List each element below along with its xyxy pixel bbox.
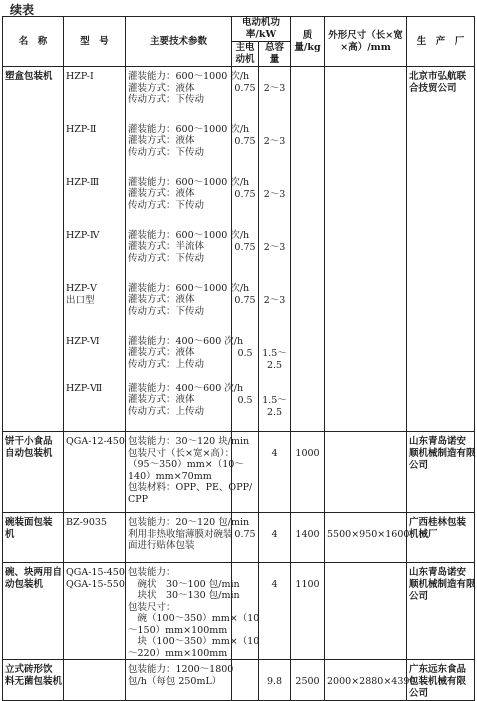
table-caption: 续表 [10,3,35,17]
table-header [3,17,475,67]
tech-params-line: 块状 30～130 包/min [128,590,240,601]
mass: 2500 [291,660,325,701]
tech-params [126,563,260,660]
mass [291,226,325,279]
model-number [64,226,126,279]
dimensions [325,173,407,226]
header-name: 名 称 [3,17,64,67]
product-name-line: 动包装机 [5,579,44,590]
tech-params [126,432,253,513]
tech-params-line: 灌装方式：液体 [128,188,195,199]
manufacturer-line: 包装机械有限 [409,676,467,687]
tech-params-line: 传动方式：上传动 [128,358,205,370]
power-total-line: 4 [271,529,278,540]
product-name [3,563,64,660]
manufacturer-line: 公司 [409,591,429,602]
product-name [3,513,64,563]
manufacturer-line: 广西桂林包装 [409,517,467,528]
dimensions [325,67,407,120]
manufacturer-line: 山东青岛诺安 [409,567,467,578]
power-main [232,660,259,701]
power-total-line: 2～3 [263,83,286,94]
power-total-line: 1.5～ [262,347,287,359]
model-number-line: 出口型 [66,294,95,306]
model-number [64,379,126,432]
mass [291,120,325,173]
tech-params-line: 灌装方式：液体 [128,82,195,94]
mass [291,379,325,432]
manufacturer [407,660,475,701]
mass: 1000 [291,432,325,513]
header-maker: 生 产 厂 [407,17,475,67]
power-main: 0.75 [232,513,259,563]
dimensions [325,226,407,279]
dimensions [325,379,407,432]
tech-params-line: 灌装能力：600～1000 次/h [128,123,250,135]
tech-params-line: 灌装方式：液体 [128,394,195,405]
tech-params-line: 包装尺寸（长×宽×高）： [128,447,235,459]
tech-params-line: 包装能力：20～120 包/min [128,517,250,528]
mass [291,173,325,226]
model-number-line: HZP-Ⅵ [66,335,100,347]
tech-params-line: （95～350）mm×（10～ [128,459,244,470]
manufacturer [407,432,475,513]
table-row [3,120,475,173]
power-main: 0.75 [232,173,259,226]
manufacturer [407,513,475,563]
dimensions [325,432,407,513]
dimensions [325,120,407,173]
dimensions [325,332,407,379]
power-total-line: 1.5～ [262,394,287,406]
model-number-line: BZ-9035 [66,517,107,528]
manufacturer-line: 顺机械制造有限 [409,579,476,590]
table-row [3,660,475,701]
power-total [259,432,291,513]
tech-params-line: ～220）mm×100mm [128,647,228,659]
tech-params-line: 传动方式：下传动 [128,305,205,317]
header-model: 型 号 [64,17,126,67]
table-row [3,279,475,332]
tech-params-line: 包/h（每包 250mL） [128,675,222,687]
power-total-line: 9.8 [266,676,283,687]
tech-params-line: 140）mm×70mm [128,470,212,482]
manufacturer-line: 顺机械制造有限 [409,448,476,459]
power-main: 0.75 [232,279,259,332]
model-number [64,279,126,332]
manufacturer-line: 广东远东食品 [409,664,467,675]
tech-params-line: 传动方式：下传动 [128,94,205,105]
power-total [259,67,291,120]
model-number [64,513,126,563]
model-number-line: HZP-Ⅱ [66,123,97,135]
header-power-main: 主电动机 [232,42,259,67]
mass: 1100 [291,563,325,660]
table-body [3,67,475,701]
tech-params-line: 包装能力：30～120 块/min [128,436,250,447]
tech-params-line: 灌装能力：600～1000 次/h [128,229,250,241]
power-total [259,513,291,563]
tech-params-line: 利用非热收缩薄膜对碗装 [128,528,233,540]
manufacturer-line: 公司 [409,460,429,471]
manufacturer [407,67,475,432]
table-row [3,513,475,563]
tech-params-line: 灌装能力：400～600 次/h [128,382,244,394]
dimensions [325,279,407,332]
model-number [64,67,126,120]
tech-params-line: 灌装能力：600～1000 次/h [128,282,250,294]
model-number [64,660,126,701]
model-number-line: HZP-Ⅰ [66,71,94,82]
tech-params-line: 块（100～350）mm×（10 [128,636,260,647]
model-number [64,332,126,379]
product-name [3,67,64,432]
power-total-line: 4 [271,448,278,459]
header-dims: 外形尺寸（长×宽×高）/mm [325,17,407,67]
power-main: 0.5 [232,332,259,379]
header-params: 主要技术参数 [126,17,232,67]
tech-params-line: 传动方式：下传动 [128,252,205,264]
product-name [3,660,64,701]
mass [291,332,325,379]
dimensions: 2000×2880×4390 [325,660,407,701]
mass: 1400 [291,513,325,563]
mass [291,67,325,120]
tech-params-line: 传动方式：上传动 [128,405,205,417]
power-total-line: 2.5 [266,406,283,418]
table-row [3,432,475,513]
model-number [64,563,126,660]
tech-params-line: 灌装方式：液体 [128,347,195,358]
product-name-line: 机 [5,529,15,540]
model-number-line: HZP-Ⅳ [66,229,100,241]
power-total [259,379,291,432]
power-total [259,120,291,173]
tech-params-line: 灌装能力：600～1000 次/h [128,176,250,188]
manufacturer-line: 北京市弘航联 [409,71,467,82]
product-name-line: 自动包装机 [5,448,53,459]
table-row [3,173,475,226]
power-main: 0.75 [232,67,259,120]
manufacturer [407,563,475,660]
tech-params [126,379,244,432]
table-row [3,67,475,120]
model-number-line: QGA-15-450 [66,567,125,578]
power-total [259,173,291,226]
tech-params-line: 包装能力：1200～1800 [128,664,234,675]
model-number [64,173,126,226]
model-number-line: QGA-15-550 [66,579,125,590]
tech-params-line: 灌装能力：400～600 次/h [128,335,244,347]
model-number-line: QGA-12-450 [66,436,125,447]
power-main: 0.75 [232,120,259,173]
model-number-line: HZP-Ⅲ [66,176,100,188]
tech-params-line: 碗状 30～100 包/min [128,578,240,590]
power-total-line: 2～3 [263,294,286,306]
power-main: 0.75 [232,226,259,279]
product-name-line: 碗装面包装 [5,517,53,528]
product-name-line: 饼干小食品 [5,436,53,447]
power-total [259,226,291,279]
manufacturer-line: 机械厂 [409,529,438,540]
power-total-line: 2～3 [263,135,286,147]
dimensions: 5500×950×1600 [325,513,407,563]
tech-params-line: CPP [128,493,149,505]
table-row [3,379,475,432]
tech-params-line: 灌装方式：半流体 [128,241,205,252]
header-mass: 质量/kg [291,17,325,67]
power-total-line: 2～3 [263,241,286,253]
product-name-line: 立式砖形饮 [5,664,53,675]
equipment-spec-table [2,16,475,701]
table-row [3,226,475,279]
power-main: 0.5 [232,379,259,432]
manufacturer-line: 山东青岛诺安 [409,436,467,447]
tech-params-line: 灌装方式：液体 [128,294,195,305]
product-name [3,432,64,513]
tech-params-line: 包装材料：OPP、PE、OPP/ [128,482,253,493]
model-number-line: HZP-Ⅶ [66,382,103,394]
tech-params-line: 传动方式：下传动 [128,199,205,211]
table-row [3,332,475,379]
tech-params-line: 面进行贴体包装 [128,540,195,551]
tech-params [126,660,232,701]
header-power: 电动机功率/kW [232,17,291,42]
tech-params [126,332,244,379]
power-total-line: 4 [271,579,278,590]
tech-params-line: 包装尺寸： [128,601,176,613]
tech-params-line: 包装能力： [128,567,176,578]
power-total [259,332,291,379]
product-name-line: 碗、块两用自 [5,567,63,578]
tech-params-line: 灌装方式：液体 [128,135,195,146]
mass [291,279,325,332]
tech-params-line: 碗（100～350）mm×（10 [128,613,260,624]
model-number-line: HZP-Ⅴ [66,282,97,294]
tech-params-line: 灌装能力：600～1000 次/h [128,71,250,82]
tech-params-line: 传动方式：下传动 [128,146,205,158]
model-number [64,120,126,173]
power-total [259,563,291,660]
manufacturer-line: 公司 [409,688,429,699]
header-power-total: 总容量 [259,42,291,67]
table-row [3,563,475,660]
dimensions [325,563,407,660]
manufacturer-line: 合技贸公司 [409,83,457,94]
product-name-line: 塑盒包装机 [5,71,53,82]
power-total-line: 2～3 [263,188,286,200]
power-total [259,660,291,701]
power-total [259,279,291,332]
product-name-line: 料无菌包装机 [5,676,63,687]
power-total-line: 2.5 [266,359,283,371]
tech-params-line: ～150）mm×100mm [128,624,228,636]
model-number [64,432,126,513]
